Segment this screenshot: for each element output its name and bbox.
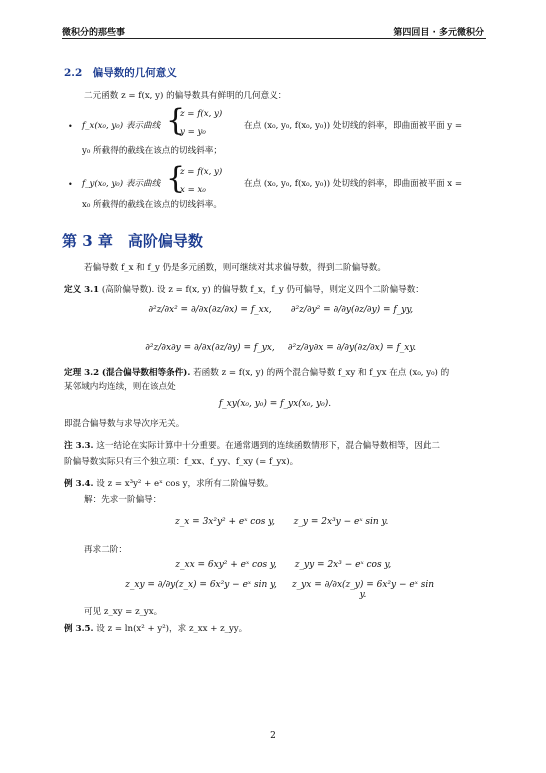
theorem-label: 定理 3.2 bbox=[64, 368, 100, 378]
definition-text: 设 z = f(x, y) 的偏导数 f_x，f_y 仍可偏导，则定义四个二阶偏导数： bbox=[157, 285, 424, 295]
bullet1-cont: y₀ 所截得的截线在该点的切线斜率； bbox=[82, 146, 222, 156]
theorem-equation: f_xy(x₀, y₀) = f_yx(x₀, y₀). bbox=[218, 399, 332, 409]
example1-conclusion: 可见 z_xy = z_yx。 bbox=[84, 607, 163, 617]
bullet2-tail: 在点 (x₀, y₀, f(x₀, y₀)) 处切线的斜率，即曲面被平面 x = bbox=[244, 179, 463, 189]
section-title: 2.2 偏导数的几何意义 bbox=[64, 67, 177, 79]
equation-zyy: z_yy = 2x³ − eˣ cos y, bbox=[294, 560, 392, 570]
page-number: 2 bbox=[270, 731, 276, 741]
theorem-name: (混合偏导数相等条件). bbox=[101, 368, 191, 378]
remark bbox=[64, 440, 484, 453]
bullet2-cont: x₀ 所截得的截线在该点的切线斜率。 bbox=[82, 200, 222, 210]
equation-fyx: ∂²z/∂x∂y = ∂/∂x(∂z/∂y) = f_yx, bbox=[145, 343, 275, 353]
theorem-text: 若函数 z = f(x, y) 的两个混合偏导数 f_xy 和 f_yx 在点 (x₀, y₀) 的 bbox=[193, 368, 450, 378]
remark-label: 注 3.3. bbox=[64, 441, 94, 451]
bullet1-sys1: z = f(x, y) bbox=[180, 109, 223, 119]
chapter-intro: 若偏导数 f_x 和 f_y 仍是多元函数，则可继续对其求偏导数，得到二阶偏导数。 bbox=[84, 263, 386, 273]
equation-zyx: z_yx = ∂/∂x(z_y) = 6x²y − eˣ sin y. bbox=[291, 580, 435, 600]
running-header-left: 微积分的那些事 bbox=[62, 28, 126, 38]
example1-step2: 再求二阶： bbox=[84, 545, 127, 555]
bullet1-lead: f_x(x₀, y₀) 表示曲线 bbox=[82, 121, 161, 131]
bullet2-lead: f_y(x₀, y₀) 表示曲线 bbox=[82, 179, 161, 189]
theorem bbox=[64, 367, 484, 380]
chapter-title: 第 3 章 高阶偏导数 bbox=[62, 232, 203, 250]
definition-label: 定义 3.1 bbox=[64, 285, 100, 295]
bullet-dot: • bbox=[68, 122, 73, 131]
system-brace: { bbox=[166, 103, 186, 138]
bullet2-sys1: z = f(x, y) bbox=[180, 167, 223, 177]
remark-cont: 阶偏导数实际只有三个独立项：f_xx、f_yy、f_xy (= f_yx)。 bbox=[64, 457, 299, 467]
example1-label: 例 3.4. bbox=[64, 479, 94, 489]
bullet1-sys2: y = y₀ bbox=[180, 127, 206, 137]
header-rule bbox=[62, 38, 486, 39]
equation-zx: z_x = 3x²y² + eˣ cos y, bbox=[174, 517, 275, 527]
theorem-cont: 某邻域内均连续，则在该点处 bbox=[64, 382, 176, 392]
example1-text: 设 z = x³y² + eˣ cos y，求所有二阶偏导数。 bbox=[96, 479, 274, 489]
definition bbox=[64, 284, 484, 297]
equation-zy: z_y = 2x³y − eˣ sin y. bbox=[293, 517, 389, 527]
theorem-after: 即混合偏导数与求导次序无关。 bbox=[64, 419, 185, 429]
bullet1-tail: 在点 (x₀, y₀, f(x₀, y₀)) 处切线的斜率，即曲面被平面 y = bbox=[244, 121, 463, 131]
example-3-5 bbox=[64, 623, 484, 636]
running-header-right: 第四回目 · 多元微积分 bbox=[393, 28, 484, 38]
example2-text: 设 z = ln(x² + y²)，求 z_xx + z_yy。 bbox=[96, 624, 248, 634]
equation-fxy: ∂²z/∂y∂x = ∂/∂y(∂z/∂x) = f_xy. bbox=[287, 343, 417, 353]
example-3-4 bbox=[64, 478, 484, 491]
equation-fyy: ∂²z/∂y² = ∂/∂y(∂z/∂y) = f_yy, bbox=[290, 305, 414, 315]
remark-text: 这一结论在实际计算中十分重要。在通常遇到的连续函数情形下，混合偏导数相等，因此二 bbox=[96, 441, 441, 451]
bullet2-sys2: x = x₀ bbox=[180, 185, 206, 195]
section-intro: 二元函数 z = f(x, y) 的偏导数具有鲜明的几何意义： bbox=[84, 91, 287, 101]
example1-step1: 解：先求一阶偏导： bbox=[84, 495, 162, 505]
equation-zxy: z_xy = ∂/∂y(z_x) = 6x²y − eˣ sin y, bbox=[125, 580, 277, 590]
definition-name: (高阶偏导数). bbox=[101, 285, 155, 295]
example2-label: 例 3.5. bbox=[64, 624, 94, 634]
system-brace: { bbox=[166, 161, 186, 196]
equation-zxx: z_xx = 6xy² + eˣ cos y, bbox=[175, 560, 277, 570]
bullet-dot: • bbox=[68, 180, 73, 189]
equation-fxx: ∂²z/∂x² = ∂/∂x(∂z/∂x) = f_xx, bbox=[148, 305, 272, 315]
